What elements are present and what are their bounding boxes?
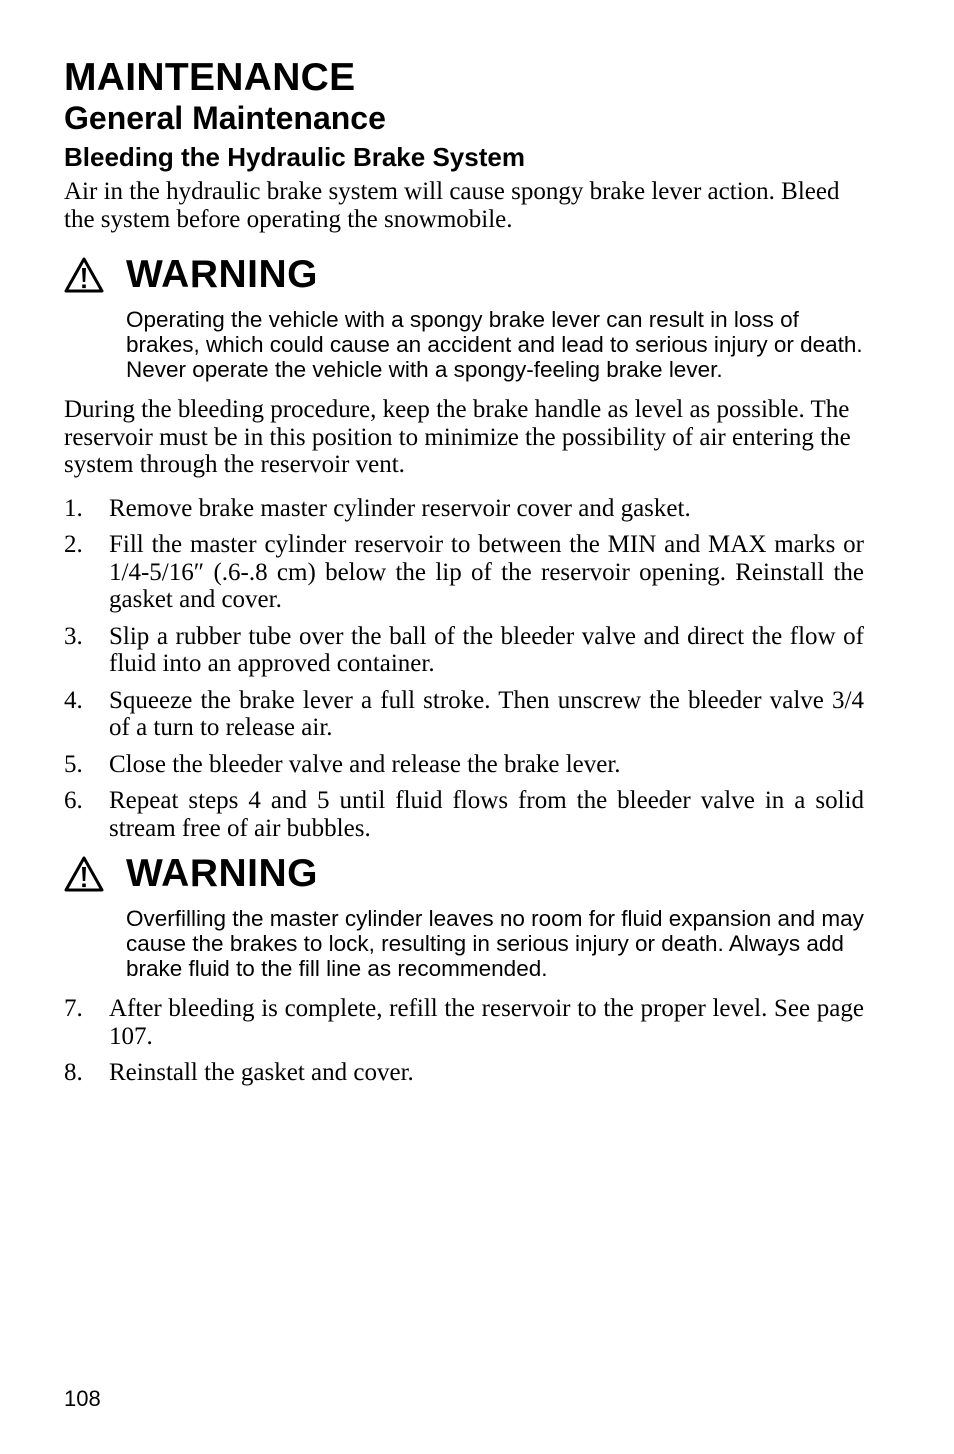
list-item xyxy=(64,531,864,614)
step-number: 3. xyxy=(64,622,83,650)
warning-header xyxy=(64,852,864,896)
procedure-note: During the bleeding procedure, keep the brake handle as level as possible. The reservoir must be in this position to minimize the possibility of air entering the system through the reservoir vent. xyxy=(64,396,851,478)
warning-text: Overfilling the master cylinder leaves no room for fluid expansion and may cause the brakes to lock, resulting in serious injury or death. Always add brake fluid to the fill line as recommended. xyxy=(126,906,864,981)
step-number: 8. xyxy=(64,1059,83,1086)
step-number: 4. xyxy=(64,686,83,714)
step-text: Fill the master cylinder reservoir to between the MIN and MAX marks or 1/4-5/16″ (.6-.8 cm) below the lip of the reservoir opening. Reinstall the gasket and cover. xyxy=(109,531,864,613)
manual-page xyxy=(64,56,864,1096)
list-item xyxy=(64,751,864,779)
step-number: 6. xyxy=(64,787,83,814)
topic-title: Bleeding the Hydraulic Brake System xyxy=(64,142,525,172)
step-text: Close the bleeder valve and release the brake lever. xyxy=(109,750,621,778)
page-number: 108 xyxy=(64,1386,101,1411)
list-item xyxy=(64,1059,864,1087)
warning-title: WARNING xyxy=(126,852,318,895)
step-text: Remove brake master cylinder reservoir cover and gasket. xyxy=(109,494,691,522)
section-title: MAINTENANCE xyxy=(64,56,356,99)
step-text: After bleeding is complete, refill the reservoir to the proper level. See page 107. xyxy=(109,995,864,1050)
step-number: 7. xyxy=(64,995,83,1022)
intro-paragraph: Air in the hydraulic brake system will cause spongy brake lever action. Bleed the system before operating the snowmobile. xyxy=(64,178,840,233)
steps-list-continued xyxy=(64,995,864,1087)
list-item xyxy=(64,623,864,678)
warning-box-2 xyxy=(64,852,864,981)
list-item xyxy=(64,995,864,1050)
step-number: 2. xyxy=(64,531,83,558)
warning-text: Operating the vehicle with a spongy brake lever can result in loss of brakes, which could cause an accident and lead to serious injury or death. Never operate the vehicle with a spongy-feeling brake lever. xyxy=(126,307,863,382)
warning-header xyxy=(64,253,864,297)
list-item xyxy=(64,687,864,742)
step-text: Slip a rubber tube over the ball of the bleeder valve and direct the flow of fluid into an approved container. xyxy=(109,622,864,677)
step-number: 5. xyxy=(64,750,83,778)
subsection-title: General Maintenance xyxy=(64,100,386,136)
warning-triangle-icon xyxy=(64,856,104,892)
warning-triangle-icon xyxy=(64,257,104,293)
warning-title: WARNING xyxy=(126,253,318,296)
steps-list xyxy=(64,495,864,843)
list-item xyxy=(64,787,864,842)
step-text: Repeat steps 4 and 5 until fluid flows from the bleeder valve in a solid stream free of air bubbles. xyxy=(109,787,864,842)
step-text: Squeeze the brake lever a full stroke. Then unscrew the bleeder valve 3/4 of a turn to release air. xyxy=(109,686,864,741)
list-item xyxy=(64,495,864,523)
step-number: 1. xyxy=(64,494,83,522)
warning-box-1 xyxy=(64,253,864,382)
step-text: Reinstall the gasket and cover. xyxy=(109,1059,414,1086)
